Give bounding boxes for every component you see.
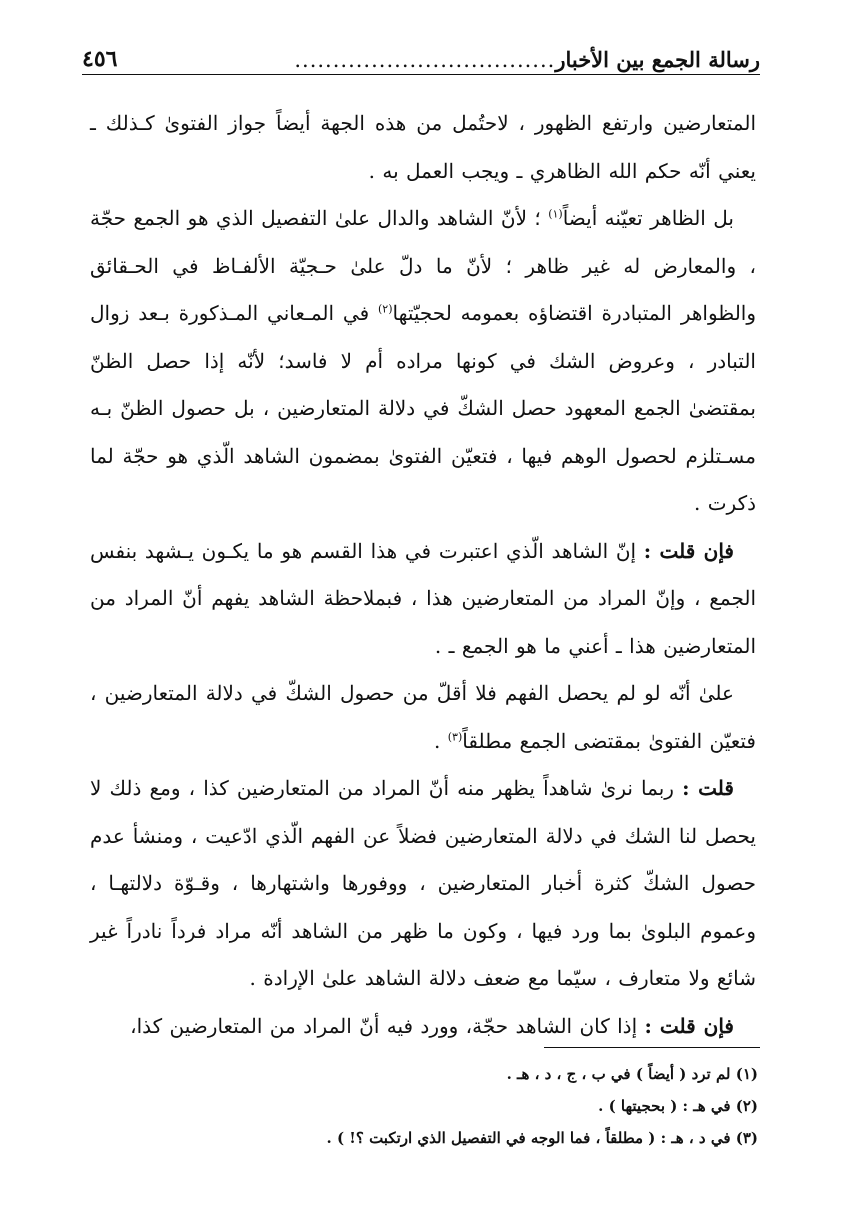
paragraph-1 xyxy=(90,100,756,195)
footnote-3: (٣) في د ، هـ : ( مطلقاً ، فما الوجه في التفصيل الذي ارتكبت ؟! ) . xyxy=(326,1129,758,1147)
footnotes xyxy=(120,1058,758,1154)
paragraph-4 xyxy=(90,670,756,765)
paragraph-3 xyxy=(90,528,756,671)
paragraph-text: . xyxy=(434,728,448,753)
page-number: ٤٥٦ xyxy=(82,46,118,72)
paragraph-text: ربما نرىٰ شاهداً يظهر منه أنّ المراد من المتعارضين كذا ، ومع ذلك لا يحصل لنا الشك في دلالة المتعارضين فضلاً عن الفهم الّذي ادّعيت ، ومنشأ عدم حصول الشكّ كثرة أخبار المتعارضين ، ووفورها واشتهارها ، وقـوّة دلالتهـا ، وعموم البلوىٰ بما ورد فيها ، وكون ما ظهر من الشاهد أنّه مراد فرداً نادراً غير شائع ولا متعارف ، سيّما مع ضعف دلالة الشاهد علىٰ الإرادة . xyxy=(90,776,756,990)
main-text xyxy=(90,100,756,1050)
footnote-marker-2[interactable]: (٢) xyxy=(377,302,393,316)
header-leader-dots: .................................. xyxy=(294,48,556,72)
paragraph-text: إنّ الشاهد الّذي اعتبرت في هذا القسم هو ما يكـون يـشهد بنفس الجمع ، وإنّ المراد من المتعارضين هذا ، فبملاحظة الشاهد يفهم أنّ المراد من المتعارضين هذا ـ أعني ما هو الجمع ـ . xyxy=(90,538,756,658)
paragraph-text: المتعارضين وارتفع الظهور ، لاحتُمل من هذه الجهة أيضاً جواز الفتوىٰ كـذلك ـ يعني أنّه حكم الله الظاهري ـ ويجب العمل به . xyxy=(90,111,756,183)
objection-lead: فإن قلت : xyxy=(643,538,734,563)
footnote-2: (٢) في هـ : ( بحجيتها ) . xyxy=(598,1097,758,1115)
paragraph-6 xyxy=(90,1003,756,1051)
paragraph-text: ؛ لأنّ الشاهد والدال علىٰ التفصيل الذي هو الجمع حجّة ، والمعارض له غير ظاهر ؛ لأنّ ما دلّ علىٰ حـجيّة الألفـاظ في الحـقائق والظواهر المتبادرة اقتضاؤه بعمومه لحجيّتها xyxy=(90,206,756,325)
objection-lead: فإن قلت : xyxy=(644,1013,734,1038)
footnote-separator xyxy=(544,1047,760,1048)
header-title-group xyxy=(294,47,760,72)
footnote-marker-3[interactable]: (٣) xyxy=(447,729,463,743)
paragraph-5 xyxy=(90,765,756,1003)
footnote-marker-1[interactable]: (١) xyxy=(548,207,563,221)
paragraph-text: علىٰ أنّه لو لم يحصل الفهم فلا أقلّ من حصول الشكّ في دلالة المتعارضين ، فتعيّن الفتوىٰ بمقتضى الجمع مطلقاً xyxy=(90,681,756,753)
reply-lead: قلت : xyxy=(682,776,734,800)
paragraph-text: في المـعاني المـذكورة بـعد زوال التبادر ، وعروض الشك في كونها مراده أم لا فاسد؛ لأنّه إذا حصل الظنّ بمقتضىٰ الجمع المعهود حصل الشكّ في دلالة المتعارضين ، بل حصول الظنّ بـه مسـتلزم لحصول الوهم فيها ، فتعيّن الفتوىٰ بمضمون الشاهد الّذي هو حجّة لما ذكرت . xyxy=(90,301,756,515)
paragraph-2 xyxy=(90,195,756,528)
header-title: رسالة الجمع بين الأخبار xyxy=(555,47,760,72)
paragraph-text: إذا كان الشاهد حجّة، وورد فيه أنّ المراد من المتعارضين كذا، xyxy=(130,1013,645,1038)
footnote-1: (١) لم ترد ( أيضاً ) في ب ، ج ، د ، هـ . xyxy=(506,1065,758,1083)
running-header xyxy=(82,38,760,75)
paragraph-text: بل الظاهر تعيّنه أيضاً xyxy=(562,206,734,230)
